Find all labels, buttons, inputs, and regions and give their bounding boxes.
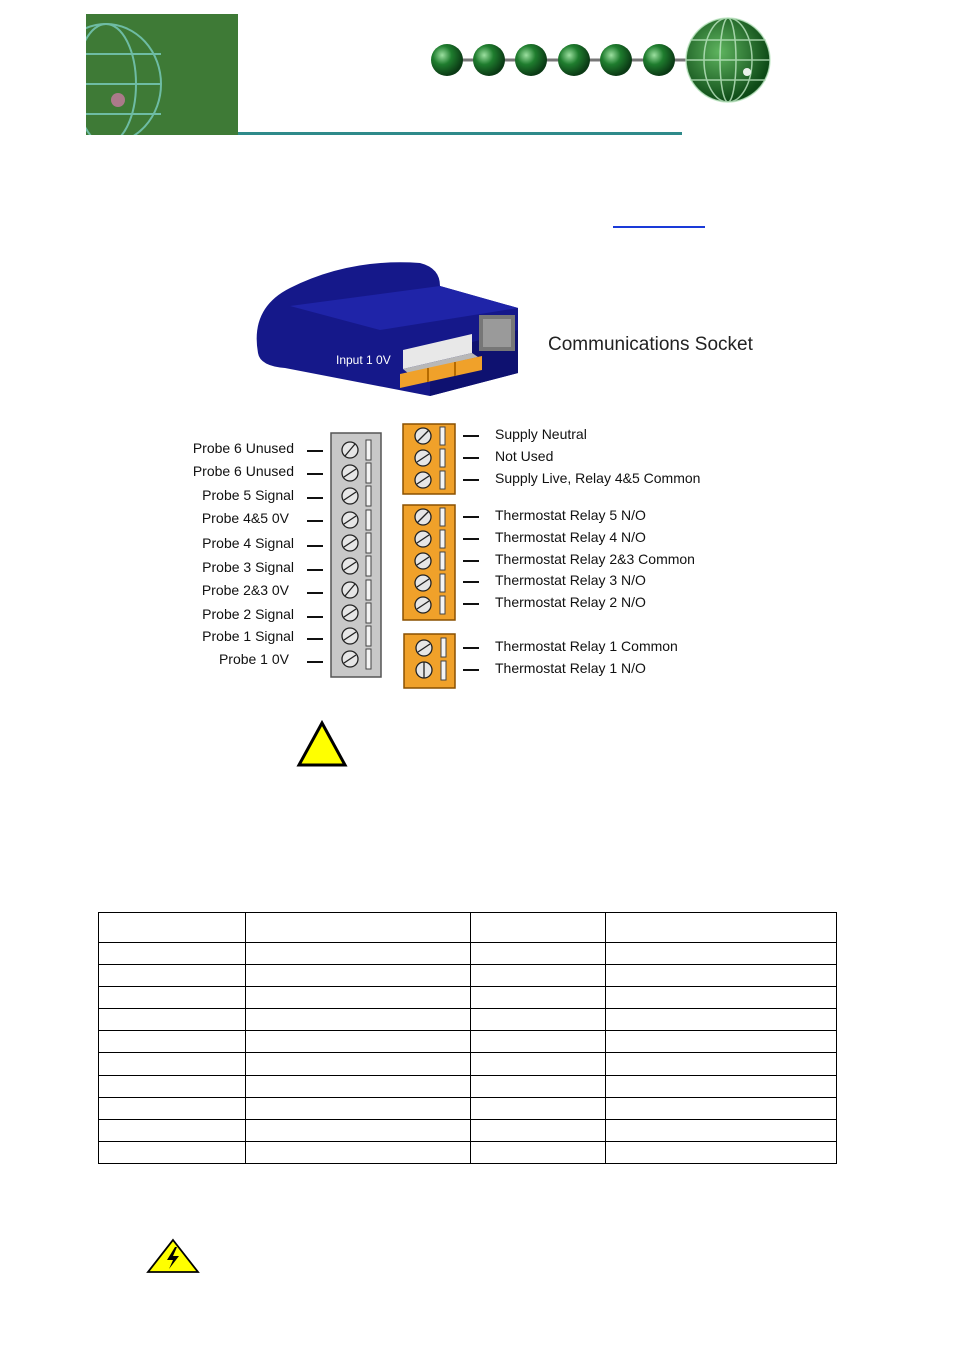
electrical-hazard-icon [146,1238,200,1274]
table-row [99,1031,837,1053]
connector-dash [307,497,323,499]
hyperlink-underline[interactable] [613,226,705,228]
table-row [99,1009,837,1031]
table-row [99,943,837,965]
terminal-label: Supply Live, Relay 4&5 Common [495,470,701,486]
connector-dash [463,457,479,459]
table-row [99,1141,837,1163]
connector-dash [463,560,479,562]
connector-dash [307,473,323,475]
connector-dash [463,603,479,605]
input-label: Input 1 0V [336,353,391,367]
connector-dash [463,669,479,671]
connector-dash [307,616,323,618]
connector-dash [463,435,479,437]
relay-terminal-block [402,504,456,621]
connector-dash [463,647,479,649]
specification-table [98,912,837,1164]
connector-dash [307,592,323,594]
terminal-label: Not Used [495,448,554,464]
terminal-label: Probe 2&3 0V [201,582,289,598]
table-row [99,1119,837,1141]
terminal-label: Probe 6 Unused [192,440,294,456]
terminal-label: Thermostat Relay 5 N/O [495,507,646,523]
terminal-label: Thermostat Relay 1 Common [495,638,678,654]
left-terminal-labels [150,440,294,670]
connector-dash [307,569,323,571]
terminal-label: Probe 6 Unused [192,463,294,479]
connector-dash [307,661,323,663]
terminal-label: Thermostat Relay 4 N/O [495,529,646,545]
terminal-label: Probe 4&5 0V [201,510,289,526]
table-row [99,1075,837,1097]
terminal-label: Thermostat Relay 2 N/O [495,594,646,610]
header-rule [238,132,682,135]
table-row [99,987,837,1009]
table-row [99,965,837,987]
connector-dash [307,520,323,522]
terminal-label: Probe 1 Signal [202,628,294,644]
connector-dash [463,479,479,481]
terminal-label: Probe 5 Signal [202,487,294,503]
terminal-label: Probe 4 Signal [202,535,294,551]
terminal-label: Probe 1 0V [218,651,289,667]
table-row [99,913,837,943]
connector-dash [463,538,479,540]
connector-dash [307,638,323,640]
connector-dash [307,545,323,547]
communications-socket-label: Communications Socket [548,334,753,355]
warning-icon [296,720,348,768]
table-row [99,1053,837,1075]
header-beads-graphic [425,10,775,110]
supply-terminal-block [402,423,456,495]
table [98,912,837,1164]
connector-dash [463,581,479,583]
table-row [99,1097,837,1119]
terminal-label: Thermostat Relay 2&3 Common [495,551,695,567]
terminal-label: Probe 2 Signal [202,606,294,622]
controller-device-graphic [250,258,525,400]
relay1-terminal-block [403,633,456,689]
terminal-label: Supply Neutral [495,426,587,442]
connector-dash [307,450,323,452]
connector-dash [463,516,479,518]
probe-terminal-strip [330,432,382,678]
terminal-label: Thermostat Relay 1 N/O [495,660,646,676]
terminal-label: Probe 3 Signal [202,559,294,575]
header-logo-block [86,14,238,135]
globe-icon [86,14,238,135]
terminal-label: Thermostat Relay 3 N/O [495,572,646,588]
